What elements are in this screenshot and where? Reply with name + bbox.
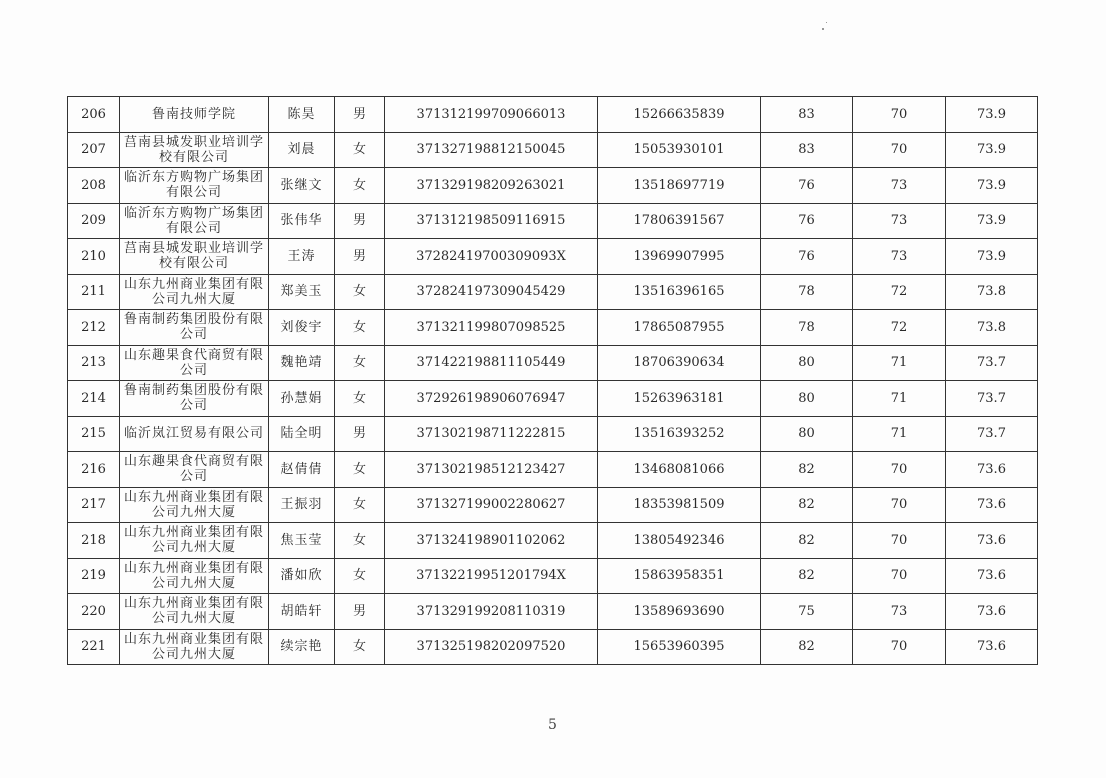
phone-cell: 18706390634 bbox=[598, 345, 761, 381]
total-score-cell: 73.6 bbox=[946, 523, 1038, 559]
gender-cell: 女 bbox=[335, 523, 385, 559]
organization-text: 山东九州商业集团有限公司九州大厦 bbox=[123, 489, 264, 520]
id-number-cell: 371302198711222815 bbox=[385, 416, 598, 452]
scan-speck bbox=[822, 28, 824, 30]
id-number-cell: 37282419700309093X bbox=[385, 239, 598, 275]
total-score-cell: 73.9 bbox=[946, 132, 1038, 168]
row-number-cell: 208 bbox=[68, 168, 120, 204]
table-row bbox=[68, 310, 1038, 346]
gender-cell: 男 bbox=[335, 203, 385, 239]
total-score-cell: 73.7 bbox=[946, 416, 1038, 452]
phone-cell: 13516396165 bbox=[598, 274, 761, 310]
score-1-cell: 78 bbox=[761, 310, 853, 346]
total-score-cell: 73.9 bbox=[946, 97, 1038, 133]
phone-cell: 13468081066 bbox=[598, 452, 761, 488]
name-cell: 张继文 bbox=[269, 168, 335, 204]
organization-cell bbox=[120, 594, 269, 630]
organization-text: 鲁南技师学院 bbox=[151, 106, 236, 122]
name-cell: 潘如欣 bbox=[269, 558, 335, 594]
id-number-cell: 371302198512123427 bbox=[385, 452, 598, 488]
table-row bbox=[68, 416, 1038, 452]
organization-text: 临沂岚江贸易有限公司 bbox=[123, 426, 264, 442]
id-number-cell: 371312198509116915 bbox=[385, 203, 598, 239]
score-1-cell: 83 bbox=[761, 132, 853, 168]
name-cell: 张伟华 bbox=[269, 203, 335, 239]
id-number-cell: 371325198202097520 bbox=[385, 629, 598, 665]
phone-cell: 15053930101 bbox=[598, 132, 761, 168]
name-cell: 刘晨 bbox=[269, 132, 335, 168]
name-cell: 魏艳靖 bbox=[269, 345, 335, 381]
total-score-cell: 73.6 bbox=[946, 558, 1038, 594]
name-cell: 续宗艳 bbox=[269, 629, 335, 665]
name-cell: 陆全明 bbox=[269, 416, 335, 452]
score-2-cell: 70 bbox=[853, 629, 946, 665]
phone-cell: 13805492346 bbox=[598, 523, 761, 559]
table-row bbox=[68, 523, 1038, 559]
total-score-cell: 73.6 bbox=[946, 594, 1038, 630]
phone-cell: 17865087955 bbox=[598, 310, 761, 346]
total-score-cell: 73.9 bbox=[946, 239, 1038, 275]
row-number-cell: 209 bbox=[68, 203, 120, 239]
organization-text: 山东九州商业集团有限公司九州大厦 bbox=[123, 631, 264, 662]
name-cell: 刘俊宇 bbox=[269, 310, 335, 346]
phone-cell: 15863958351 bbox=[598, 558, 761, 594]
organization-text: 鲁南制药集团股份有限公司 bbox=[123, 383, 264, 414]
score-1-cell: 80 bbox=[761, 345, 853, 381]
id-number-cell: 371312199709066013 bbox=[385, 97, 598, 133]
total-score-cell: 73.8 bbox=[946, 274, 1038, 310]
score-2-cell: 73 bbox=[853, 203, 946, 239]
gender-cell: 女 bbox=[335, 274, 385, 310]
gender-cell: 女 bbox=[335, 452, 385, 488]
name-cell: 胡皓轩 bbox=[269, 594, 335, 630]
phone-cell: 15653960395 bbox=[598, 629, 761, 665]
organization-cell bbox=[120, 558, 269, 594]
table-body bbox=[68, 97, 1038, 665]
row-number-cell: 216 bbox=[68, 452, 120, 488]
row-number-cell: 217 bbox=[68, 487, 120, 523]
row-number-cell: 214 bbox=[68, 381, 120, 417]
id-number-cell: 372926198906076947 bbox=[385, 381, 598, 417]
organization-text: 山东趣果食代商贸有限公司 bbox=[123, 454, 264, 485]
score-1-cell: 78 bbox=[761, 274, 853, 310]
row-number-cell: 211 bbox=[68, 274, 120, 310]
table-row bbox=[68, 629, 1038, 665]
score-2-cell: 71 bbox=[853, 381, 946, 417]
gender-cell: 女 bbox=[335, 629, 385, 665]
name-cell: 王振羽 bbox=[269, 487, 335, 523]
organization-text: 临沂东方购物广场集团有限公司 bbox=[123, 205, 264, 236]
page-number: 5 bbox=[548, 717, 557, 733]
row-number-cell: 218 bbox=[68, 523, 120, 559]
score-1-cell: 82 bbox=[761, 523, 853, 559]
table-row bbox=[68, 274, 1038, 310]
score-2-cell: 70 bbox=[853, 523, 946, 559]
organization-cell bbox=[120, 345, 269, 381]
row-number-cell: 215 bbox=[68, 416, 120, 452]
score-2-cell: 70 bbox=[853, 452, 946, 488]
total-score-cell: 73.7 bbox=[946, 345, 1038, 381]
id-number-cell: 372824197309045429 bbox=[385, 274, 598, 310]
table-row bbox=[68, 132, 1038, 168]
organization-text: 莒南县城发职业培训学校有限公司 bbox=[123, 134, 264, 165]
table-row bbox=[68, 97, 1038, 133]
score-1-cell: 80 bbox=[761, 416, 853, 452]
table-row bbox=[68, 203, 1038, 239]
organization-text: 山东九州商业集团有限公司九州大厦 bbox=[123, 596, 264, 627]
score-1-cell: 80 bbox=[761, 381, 853, 417]
score-2-cell: 73 bbox=[853, 594, 946, 630]
gender-cell: 女 bbox=[335, 558, 385, 594]
row-number-cell: 207 bbox=[68, 132, 120, 168]
score-1-cell: 76 bbox=[761, 203, 853, 239]
organization-cell bbox=[120, 203, 269, 239]
gender-cell: 女 bbox=[335, 487, 385, 523]
organization-text: 鲁南制药集团股份有限公司 bbox=[123, 312, 264, 343]
score-1-cell: 76 bbox=[761, 239, 853, 275]
score-1-cell: 82 bbox=[761, 487, 853, 523]
total-score-cell: 73.8 bbox=[946, 310, 1038, 346]
total-score-cell: 73.6 bbox=[946, 629, 1038, 665]
phone-cell: 13589693690 bbox=[598, 594, 761, 630]
phone-cell: 18353981509 bbox=[598, 487, 761, 523]
table-row bbox=[68, 345, 1038, 381]
name-cell: 郑美玉 bbox=[269, 274, 335, 310]
phone-cell: 17806391567 bbox=[598, 203, 761, 239]
table-row bbox=[68, 594, 1038, 630]
table-row bbox=[68, 558, 1038, 594]
id-number-cell: 371422198811105449 bbox=[385, 345, 598, 381]
gender-cell: 女 bbox=[335, 381, 385, 417]
organization-cell bbox=[120, 310, 269, 346]
total-score-cell: 73.9 bbox=[946, 203, 1038, 239]
id-number-cell: 371321199807098525 bbox=[385, 310, 598, 346]
id-number-cell: 371324198901102062 bbox=[385, 523, 598, 559]
id-number-cell: 371327199002280627 bbox=[385, 487, 598, 523]
phone-cell: 15266635839 bbox=[598, 97, 761, 133]
score-2-cell: 70 bbox=[853, 132, 946, 168]
row-number-cell: 212 bbox=[68, 310, 120, 346]
gender-cell: 男 bbox=[335, 416, 385, 452]
row-number-cell: 206 bbox=[68, 97, 120, 133]
name-cell: 赵倩倩 bbox=[269, 452, 335, 488]
phone-cell: 13518697719 bbox=[598, 168, 761, 204]
organization-text: 临沂东方购物广场集团有限公司 bbox=[123, 170, 264, 201]
organization-cell bbox=[120, 452, 269, 488]
gender-cell: 男 bbox=[335, 594, 385, 630]
total-score-cell: 73.7 bbox=[946, 381, 1038, 417]
organization-cell bbox=[120, 97, 269, 133]
gender-cell: 男 bbox=[335, 239, 385, 275]
score-2-cell: 71 bbox=[853, 416, 946, 452]
score-2-cell: 70 bbox=[853, 558, 946, 594]
scan-speck bbox=[826, 22, 827, 23]
score-2-cell: 72 bbox=[853, 310, 946, 346]
score-2-cell: 73 bbox=[853, 168, 946, 204]
score-2-cell: 73 bbox=[853, 239, 946, 275]
organization-text: 山东趣果食代商贸有限公司 bbox=[123, 347, 264, 378]
table-row bbox=[68, 452, 1038, 488]
id-number-cell: 371329198209263021 bbox=[385, 168, 598, 204]
total-score-cell: 73.6 bbox=[946, 452, 1038, 488]
gender-cell: 女 bbox=[335, 345, 385, 381]
table-row bbox=[68, 487, 1038, 523]
name-cell: 孙慧娟 bbox=[269, 381, 335, 417]
score-1-cell: 83 bbox=[761, 97, 853, 133]
table-row bbox=[68, 381, 1038, 417]
row-number-cell: 219 bbox=[68, 558, 120, 594]
organization-cell bbox=[120, 629, 269, 665]
score-2-cell: 72 bbox=[853, 274, 946, 310]
candidate-score-table bbox=[67, 96, 1038, 665]
score-2-cell: 71 bbox=[853, 345, 946, 381]
id-number-cell: 371327198812150045 bbox=[385, 132, 598, 168]
gender-cell: 女 bbox=[335, 168, 385, 204]
score-2-cell: 70 bbox=[853, 487, 946, 523]
organization-cell bbox=[120, 168, 269, 204]
score-1-cell: 82 bbox=[761, 558, 853, 594]
gender-cell: 男 bbox=[335, 97, 385, 133]
phone-cell: 13969907995 bbox=[598, 239, 761, 275]
id-number-cell: 37132219951201794X bbox=[385, 558, 598, 594]
organization-cell bbox=[120, 487, 269, 523]
organization-text: 山东九州商业集团有限公司九州大厦 bbox=[123, 276, 264, 307]
score-1-cell: 76 bbox=[761, 168, 853, 204]
organization-cell bbox=[120, 381, 269, 417]
organization-cell bbox=[120, 239, 269, 275]
phone-cell: 13516393252 bbox=[598, 416, 761, 452]
organization-cell bbox=[120, 132, 269, 168]
organization-text: 山东九州商业集团有限公司九州大厦 bbox=[123, 560, 264, 591]
score-1-cell: 82 bbox=[761, 452, 853, 488]
table-row bbox=[68, 168, 1038, 204]
row-number-cell: 221 bbox=[68, 629, 120, 665]
id-number-cell: 371329199208110319 bbox=[385, 594, 598, 630]
name-cell: 王涛 bbox=[269, 239, 335, 275]
organization-cell bbox=[120, 274, 269, 310]
gender-cell: 女 bbox=[335, 132, 385, 168]
total-score-cell: 73.9 bbox=[946, 168, 1038, 204]
row-number-cell: 213 bbox=[68, 345, 120, 381]
name-cell: 焦玉莹 bbox=[269, 523, 335, 559]
organization-text: 山东九州商业集团有限公司九州大厦 bbox=[123, 525, 264, 556]
gender-cell: 女 bbox=[335, 310, 385, 346]
organization-text: 莒南县城发职业培训学校有限公司 bbox=[123, 241, 264, 272]
total-score-cell: 73.6 bbox=[946, 487, 1038, 523]
score-1-cell: 75 bbox=[761, 594, 853, 630]
organization-cell bbox=[120, 416, 269, 452]
name-cell: 陈昊 bbox=[269, 97, 335, 133]
row-number-cell: 210 bbox=[68, 239, 120, 275]
row-number-cell: 220 bbox=[68, 594, 120, 630]
score-2-cell: 70 bbox=[853, 97, 946, 133]
table-row bbox=[68, 239, 1038, 275]
phone-cell: 15263963181 bbox=[598, 381, 761, 417]
organization-cell bbox=[120, 523, 269, 559]
score-1-cell: 82 bbox=[761, 629, 853, 665]
